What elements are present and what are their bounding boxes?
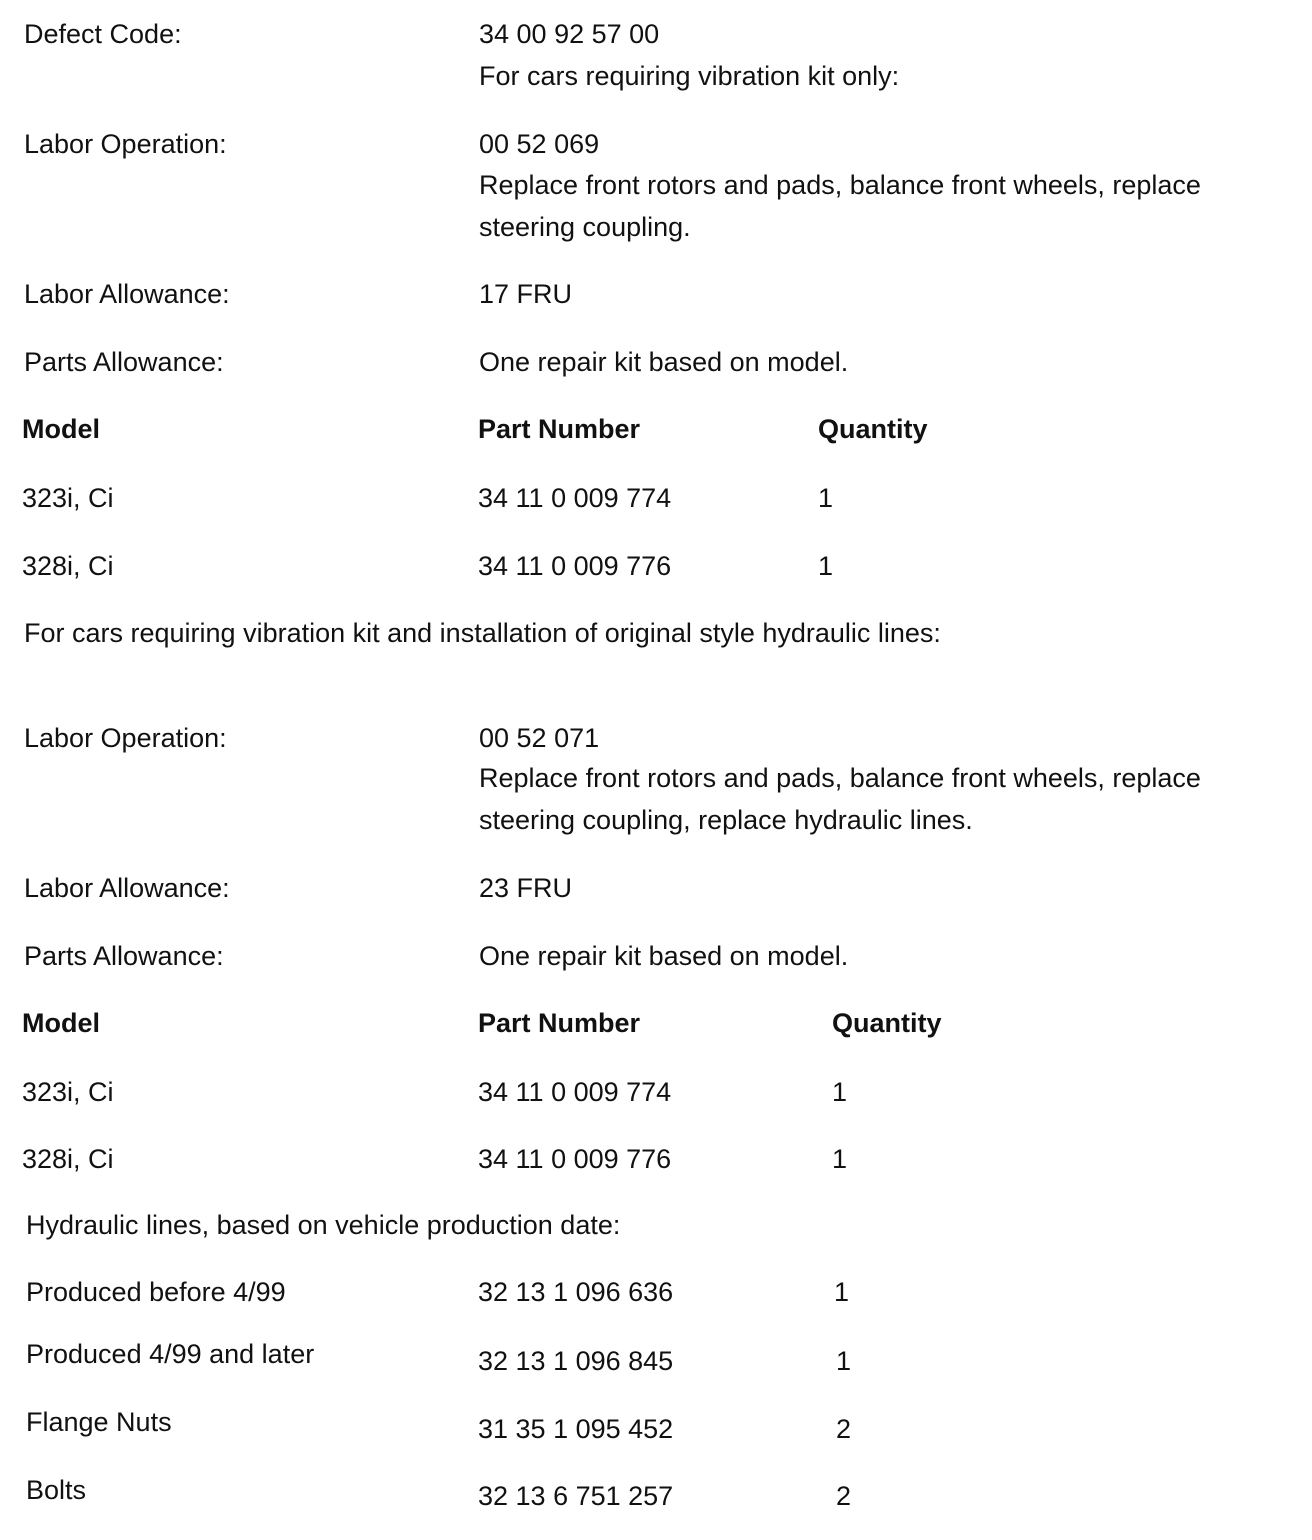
table-row-qty: 1 [818,483,834,513]
table-header-quantity: Quantity [818,414,928,444]
defect-code-label: Defect Code: [24,19,182,49]
list-item-name: Produced 4/99 and later [26,1339,315,1369]
list-item-part: 32 13 6 751 257 [478,1481,674,1511]
table-header-model: Model [22,414,100,444]
table-header-part-number-2: Part Number [478,1008,641,1038]
list-item-name: Bolts [26,1475,87,1505]
table-row-model: 328i, Ci [22,551,114,581]
labor-allowance-value: 17 FRU [479,279,573,309]
table-row-qty: 1 [832,1144,848,1174]
defect-code-value: 34 00 92 57 00 [479,19,660,49]
list-item-qty: 1 [836,1346,852,1376]
list-item-name: Produced before 4/99 [26,1277,286,1307]
labor-operation-value: 00 52 069 [479,129,600,159]
parts-allowance-value-2: One repair kit based on model. [479,941,849,971]
labor-operation-desc-2-cont: steering coupling, replace hydraulic lines. [479,805,973,835]
parts-allowance-value: One repair kit based on model. [479,347,849,377]
labor-operation-label: Labor Operation: [24,129,227,159]
parts-allowance-label-2: Parts Allowance: [24,941,224,971]
labor-operation-value-2: 00 52 071 [479,723,600,753]
table-row-part: 34 11 0 009 776 [478,551,672,581]
table-row-qty: 1 [818,551,834,581]
list-item-qty: 2 [836,1481,852,1511]
table-row-model: 328i, Ci [22,1144,114,1174]
labor-allowance-label-2: Labor Allowance: [24,873,230,903]
table-row-part: 34 11 0 009 776 [478,1144,672,1174]
table-row-qty: 1 [832,1077,848,1107]
table-row-model: 323i, Ci [22,483,114,513]
table-header-model-2: Model [22,1008,100,1038]
labor-operation-label-2: Labor Operation: [24,723,227,753]
hydraulic-lines-heading: Hydraulic lines, based on vehicle production date: [26,1210,621,1240]
list-item-name: Flange Nuts [26,1407,172,1437]
labor-allowance-label: Labor Allowance: [24,279,230,309]
list-item-part: 31 35 1 095 452 [478,1414,674,1444]
labor-operation-desc-cont: steering coupling. [479,212,691,242]
table-row-part: 34 11 0 009 774 [478,483,672,513]
list-item-part: 32 13 1 096 845 [478,1346,674,1376]
table-header-part-number: Part Number [478,414,641,444]
table-row-model: 323i, Ci [22,1077,114,1107]
list-item-qty: 2 [836,1414,852,1444]
table-row-part: 34 11 0 009 774 [478,1077,672,1107]
list-item-part: 32 13 1 096 636 [478,1277,674,1307]
labor-operation-desc: Replace front rotors and pads, balance front wheels, replace [479,170,1201,200]
parts-allowance-label: Parts Allowance: [24,347,224,377]
table-header-quantity-2: Quantity [832,1008,942,1038]
labor-allowance-value-2: 23 FRU [479,873,573,903]
vibration-only-note: For cars requiring vibration kit only: [479,61,900,91]
hydraulic-install-note: For cars requiring vibration kit and installation of original style hydraulic lines: [24,618,941,648]
labor-operation-desc-2: Replace front rotors and pads, balance front wheels, replace [479,763,1201,793]
list-item-qty: 1 [834,1277,850,1307]
